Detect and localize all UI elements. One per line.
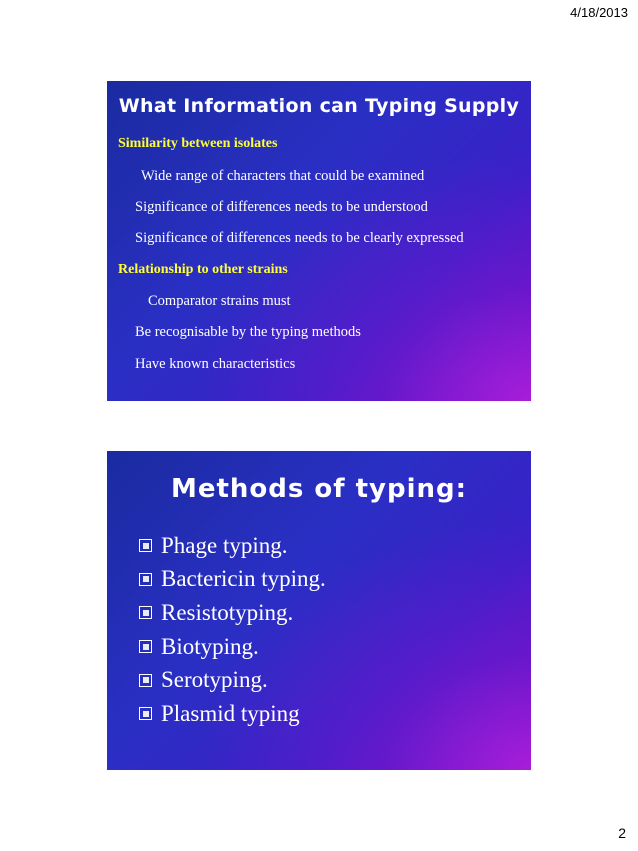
list-item-label: Biotyping.: [161, 633, 259, 659]
body-line: Comparator strains must: [148, 293, 291, 309]
slide-methods-of-typing: [107, 451, 531, 770]
slide-title: Methods of typing:: [170, 474, 468, 504]
square-bullet-icon: [139, 707, 152, 720]
list-item-label: Plasmid typing: [161, 700, 300, 726]
list-item-label: Bactericin typing.: [161, 566, 326, 592]
list-item: [139, 596, 326, 630]
list-item: [139, 697, 326, 731]
subheading-relationship: Relationship to other strains: [118, 262, 288, 277]
body-line: Significance of differences needs to be understood: [135, 199, 428, 215]
list-item: [139, 529, 326, 563]
square-bullet-icon: [139, 674, 152, 687]
typing-methods-list: [139, 529, 326, 731]
subheading-similarity: Similarity between isolates: [118, 136, 278, 151]
slide-typing-information: [107, 81, 531, 401]
list-item-label: Resistotyping.: [161, 599, 294, 625]
body-line: Be recognisable by the typing methods: [135, 324, 361, 340]
page-number: 2: [618, 825, 626, 841]
body-line: Have known characteristics: [135, 356, 296, 372]
date-stamp: 4/18/2013: [570, 5, 628, 20]
list-item: [139, 663, 326, 697]
list-item-label: Phage typing.: [161, 532, 288, 558]
body-line: Significance of differences needs to be clearly expressed: [135, 230, 464, 246]
square-bullet-icon: [139, 539, 152, 552]
list-item: [139, 630, 326, 664]
slide-title: What Information can Typing Supply: [118, 95, 520, 117]
square-bullet-icon: [139, 606, 152, 619]
square-bullet-icon: [139, 640, 152, 653]
list-item: [139, 563, 326, 597]
list-item-label: Serotyping.: [161, 667, 268, 693]
body-line: Wide range of characters that could be examined: [141, 168, 425, 184]
square-bullet-icon: [139, 573, 152, 586]
